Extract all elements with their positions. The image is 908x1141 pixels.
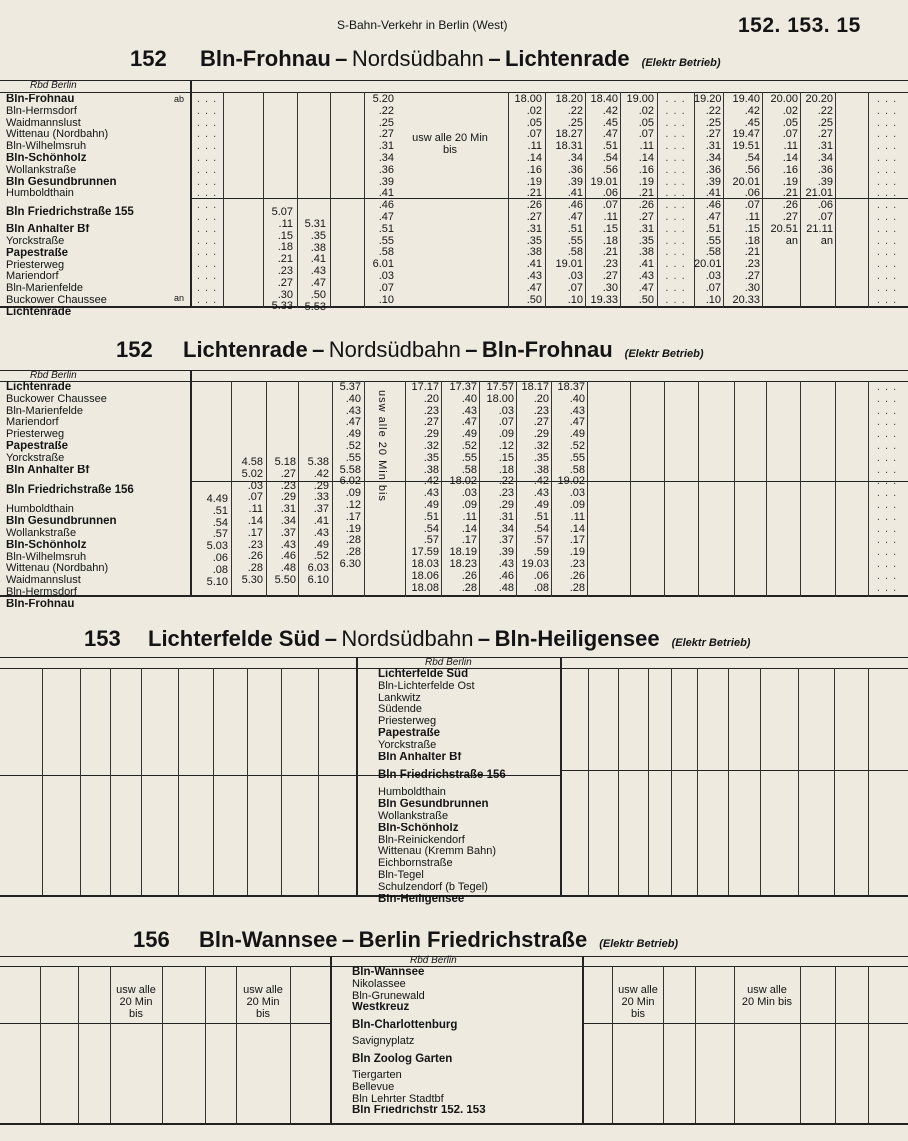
time-column: 4.49 .51 .54 .57 5.03 .06 .08 5.10: [206, 493, 228, 588]
rbd-label: Rbd Berlin: [425, 657, 472, 668]
station: Bln-Frohnau: [6, 598, 75, 610]
station: Mariendorf: [6, 417, 59, 429]
station: Lichtenrade: [6, 306, 72, 318]
route-note: (Elektr Betrieb): [641, 57, 721, 69]
time-column: 5.31 .35 .38 .41 .43 .47 .50 5.53: [304, 218, 326, 313]
timetable-152-north: [0, 370, 908, 610]
station: Humboldthain: [378, 787, 446, 799]
route-note: (Elektr Betrieb): [671, 637, 751, 649]
station: Bln Zoolog Garten: [352, 1052, 453, 1065]
station: Papestraße: [6, 247, 69, 259]
time-column: 5.37 .40 .43 .47 .49 .52 .55 5.58 6.02 .09 .12 .17 .19 .28 .28 6.30: [339, 381, 361, 570]
station: Bln-Tegel: [378, 869, 424, 881]
station: Lichtenrade: [6, 382, 72, 393]
station: Humboldthain: [6, 504, 74, 516]
empty-column: . . . . . . . . . . . . . . . . . . . . . . . . . . . . . . . . . . . . . . . . . . . . . . . . . . . . . .: [196, 93, 218, 306]
station: Buckower Chaussee: [6, 393, 107, 405]
station: Nikolassee: [352, 978, 406, 990]
time-column: 18.20 .22 .25 18.27 18.31 .34 .36 .39 .41 .46 .47 .51 .55 .58 19.01 .03 .07 .10: [555, 93, 583, 306]
station: Wittenau (Nordbahn): [6, 129, 109, 141]
time-column: 17.57 18.00 .03 .07 .09 .12 .15 .18 .22 .23 .29 .31 .34 .37 .39 .43 .46 .48: [486, 381, 514, 594]
time-column: 4.58 5.02 .03 .07 .11 .14 .17 .23 .26 .28 5.30: [241, 456, 263, 586]
station: Wollankstraße: [6, 164, 77, 176]
route-from: Lichtenrade: [183, 337, 308, 362]
timetable-152-south: [0, 80, 908, 318]
station: Bln Friedrichstraße 156: [378, 769, 506, 782]
time-column: 20.00 .02 .05 .07 .11 .14 .16 .19 .21 .26 .27 20.51 an: [770, 93, 798, 247]
station: Westkreuz: [352, 1002, 410, 1014]
station: Mariendorf: [6, 271, 59, 283]
interval-note: usw alle 20 Min bis: [741, 984, 793, 1008]
time-column: 18.40 .42 .45 .47 .51 .54 .56 19.01 .06 .07 .11 .15 .18 .21 .23 .27 .30 19.33: [590, 93, 618, 306]
station: Bln-Wilhelmsruh: [6, 141, 87, 153]
station: Humboldthain: [6, 188, 74, 200]
time-column: 5.18 .27 .23 .29 .31 .34 .37 .43 .46 .48 5.50: [274, 456, 296, 586]
station: Bln-Wilhelmsruh: [6, 551, 87, 563]
an-marker: an: [174, 293, 185, 303]
timetable-153: [0, 657, 908, 905]
time-column: 17.37 .40 .43 .47 .49 .52 .55 .58 18.02 .03 .09 .11 .14 .17 18.19 18.23 .26 .28: [449, 381, 477, 594]
station: Eichbornstraße: [378, 858, 453, 870]
time-column: 18.37 .40 .43 .47 .49 .52 .55 .58 19.02 .03 .09 .11 .14 .17 .19 .23 .26 .28: [557, 381, 585, 594]
station-list: [6, 94, 174, 319]
time-column: 18.00 .02 .05 .07 .11 .14 .16 .19 .21 .26 .27 .31 .35 .38 .41 .43 .47 .50: [514, 93, 542, 306]
interval-note: usw alle 20 Min bis: [412, 132, 488, 156]
station: Waidmannslust: [6, 117, 81, 129]
time-column: 18.17 .20 .23 .27 .29 .32 .35 .38 .42 .43 .49 .51 .54 .57 .59 19.03 .06 .08: [521, 381, 549, 594]
station: Bln-Marienfelde: [6, 283, 84, 295]
station: Bln Friedrichstraße 156: [6, 484, 134, 497]
station: Bln Gesundbrunnen: [378, 799, 489, 811]
station: Papestraße: [6, 440, 69, 452]
interval-note: usw alle 20 Min bis: [243, 984, 283, 1020]
station: Priesterweg: [6, 259, 65, 271]
route-from: Lichterfelde Süd: [148, 626, 321, 651]
route-via: Nordsüdbahn: [341, 626, 474, 651]
station: Bln Lehrter Stadtbf: [352, 1093, 444, 1105]
station: Buckower Chaussee: [6, 294, 107, 306]
time-column: 19.00 .02 .05 .07 .11 .14 .16 .19 .21 .26 .27 .31 .35 .38 .41 .43 .47 .50: [626, 93, 654, 306]
station-list: [378, 669, 548, 905]
station: Bln Anhalter Bf: [6, 224, 90, 236]
station: Priesterweg: [378, 716, 437, 728]
station: Bln Friedrichstraße 155: [6, 206, 134, 219]
route-note: (Elektr Betrieb): [624, 348, 704, 360]
ab-marker: ab: [174, 94, 185, 104]
interval-note: usw alle 20 Min bis: [376, 390, 388, 502]
route-from: Bln-Wannsee: [199, 927, 338, 952]
station: Wollankstraße: [378, 810, 449, 822]
station: Bln-Lichterfelde Ost: [378, 680, 475, 692]
route-note: (Elektr Betrieb): [599, 938, 679, 950]
route-to: Bln-Frohnau: [481, 337, 613, 362]
station: Lankwitz: [378, 692, 421, 704]
time-column: 5.20 .22 .25 .27 .31 .34 .36 .39 .41 .46 .47 .51 .55 .58 6.01 .03 .07 .10: [372, 93, 394, 306]
station: Papestraße: [378, 727, 441, 739]
route-to: Lichtenrade: [504, 46, 630, 71]
rbd-label: Rbd Berlin: [410, 955, 457, 966]
time-column: 5.07 .11 .15 .18 .21 .23 .27 .30 5.33: [271, 206, 293, 313]
station: Bln Friedrichstr 152. 153: [352, 1105, 486, 1117]
page-header-title: S-Bahn-Verkehr in Berlin (West): [337, 18, 508, 32]
station: Bln-Schönholz: [6, 152, 87, 164]
station: Savignyplatz: [352, 1036, 415, 1048]
station: Bln-Schönholz: [6, 539, 87, 551]
station: Yorckstraße: [6, 235, 65, 247]
station: Bln-Wannsee: [352, 967, 425, 978]
page-numbers: 152. 153. 15: [738, 14, 861, 37]
station: Bln-Grunewald: [352, 990, 425, 1002]
interval-note: usw alle 20 Min bis: [116, 984, 156, 1020]
station-list: [6, 382, 174, 611]
route-via: Nordsüdbahn: [351, 46, 484, 71]
station: Bln Gesundbrunnen: [6, 516, 117, 528]
station: Bln-Hermsdorf: [6, 105, 77, 117]
station: Bln Gesundbrunnen: [6, 176, 117, 188]
station: Bln-Marienfelde: [6, 405, 84, 417]
station: Wollankstraße: [6, 527, 77, 539]
station: Bellevue: [352, 1081, 395, 1093]
station: Bln-Reinickendorf: [378, 834, 465, 846]
station: Bln-Schönholz: [378, 822, 459, 834]
empty-column: . . . . . . . . . . . . . . . . . . . . . . . . . . . . . . . . . . . . . . . . . . . . . . . . . . . . . .: [876, 381, 898, 594]
station: Bln Anhalter Bf: [378, 751, 462, 763]
station: Bln-Frohnau: [6, 94, 75, 105]
station: Tiergarten: [352, 1069, 402, 1081]
station: Waidmannslust: [6, 575, 81, 587]
route-via: Nordsüdbahn: [328, 337, 461, 362]
page-header: [0, 0, 908, 40]
station: Bln-Heiligensee: [378, 893, 465, 905]
empty-column: . . . . . . . . . . . . . . . . . . . . . . . . . . . . . . . . . . . . . . . . . . . . . . . . . . . . . .: [665, 93, 686, 306]
station: Bln-Hermsdorf: [6, 586, 77, 598]
station: Bln-Charlottenburg: [352, 1019, 458, 1032]
station: Wittenau (Kremm Bahn): [378, 846, 496, 858]
interval-note: usw alle 20 Min bis: [618, 984, 658, 1020]
station: Yorckstraße: [6, 452, 65, 464]
rbd-label: Rbd Berlin: [30, 370, 77, 381]
empty-column: . . . . . . . . . . . . . . . . . . . . . . . . . . . . . . . . . . . . . . . . . . . . . . . . . . . . . .: [876, 93, 898, 306]
time-column: 5.38 .42 .29 .33 .37 .41 .43 .49 .52 6.03 6.10: [307, 456, 329, 586]
route-to: Berlin Friedrichstraße: [358, 927, 588, 952]
time-column: 17.17 .20 .23 .27 .29 .32 .35 .38 .42 .43 .49 .51 .54 .57 17.59 18.03 18.06 18.08: [411, 381, 439, 594]
route-from: Bln-Frohnau: [200, 46, 331, 71]
station: Schulzendorf (b Tegel): [378, 881, 488, 893]
station-list: [352, 967, 552, 1117]
time-column: 19.40 .42 .45 19.47 19.51 .54 .56 20.01 .06 .07 .11 .15 .18 .21 .23 .27 .30 20.33: [732, 93, 760, 306]
station: Yorckstraße: [378, 739, 437, 751]
time-column: 19.20 .22 .25 .27 .31 .34 .36 .39 .41 .46 .47 .51 .55 .58 20.01 .03 .07 .10: [694, 93, 722, 306]
time-column: 20.20 .22 .25 .27 .31 .34 .36 .39 21.01 .06 .07 21.11 an: [805, 93, 833, 247]
timetable-156: [0, 956, 908, 1126]
station: Priesterweg: [6, 429, 65, 441]
station: Südende: [378, 704, 423, 716]
station: Bln Anhalter Bf: [6, 464, 90, 476]
route-to: Bln-Heiligensee: [494, 626, 660, 651]
rbd-label: Rbd Berlin: [30, 80, 77, 91]
station: Wittenau (Nordbahn): [6, 563, 109, 575]
station: Lichterfelde Süd: [378, 669, 469, 680]
